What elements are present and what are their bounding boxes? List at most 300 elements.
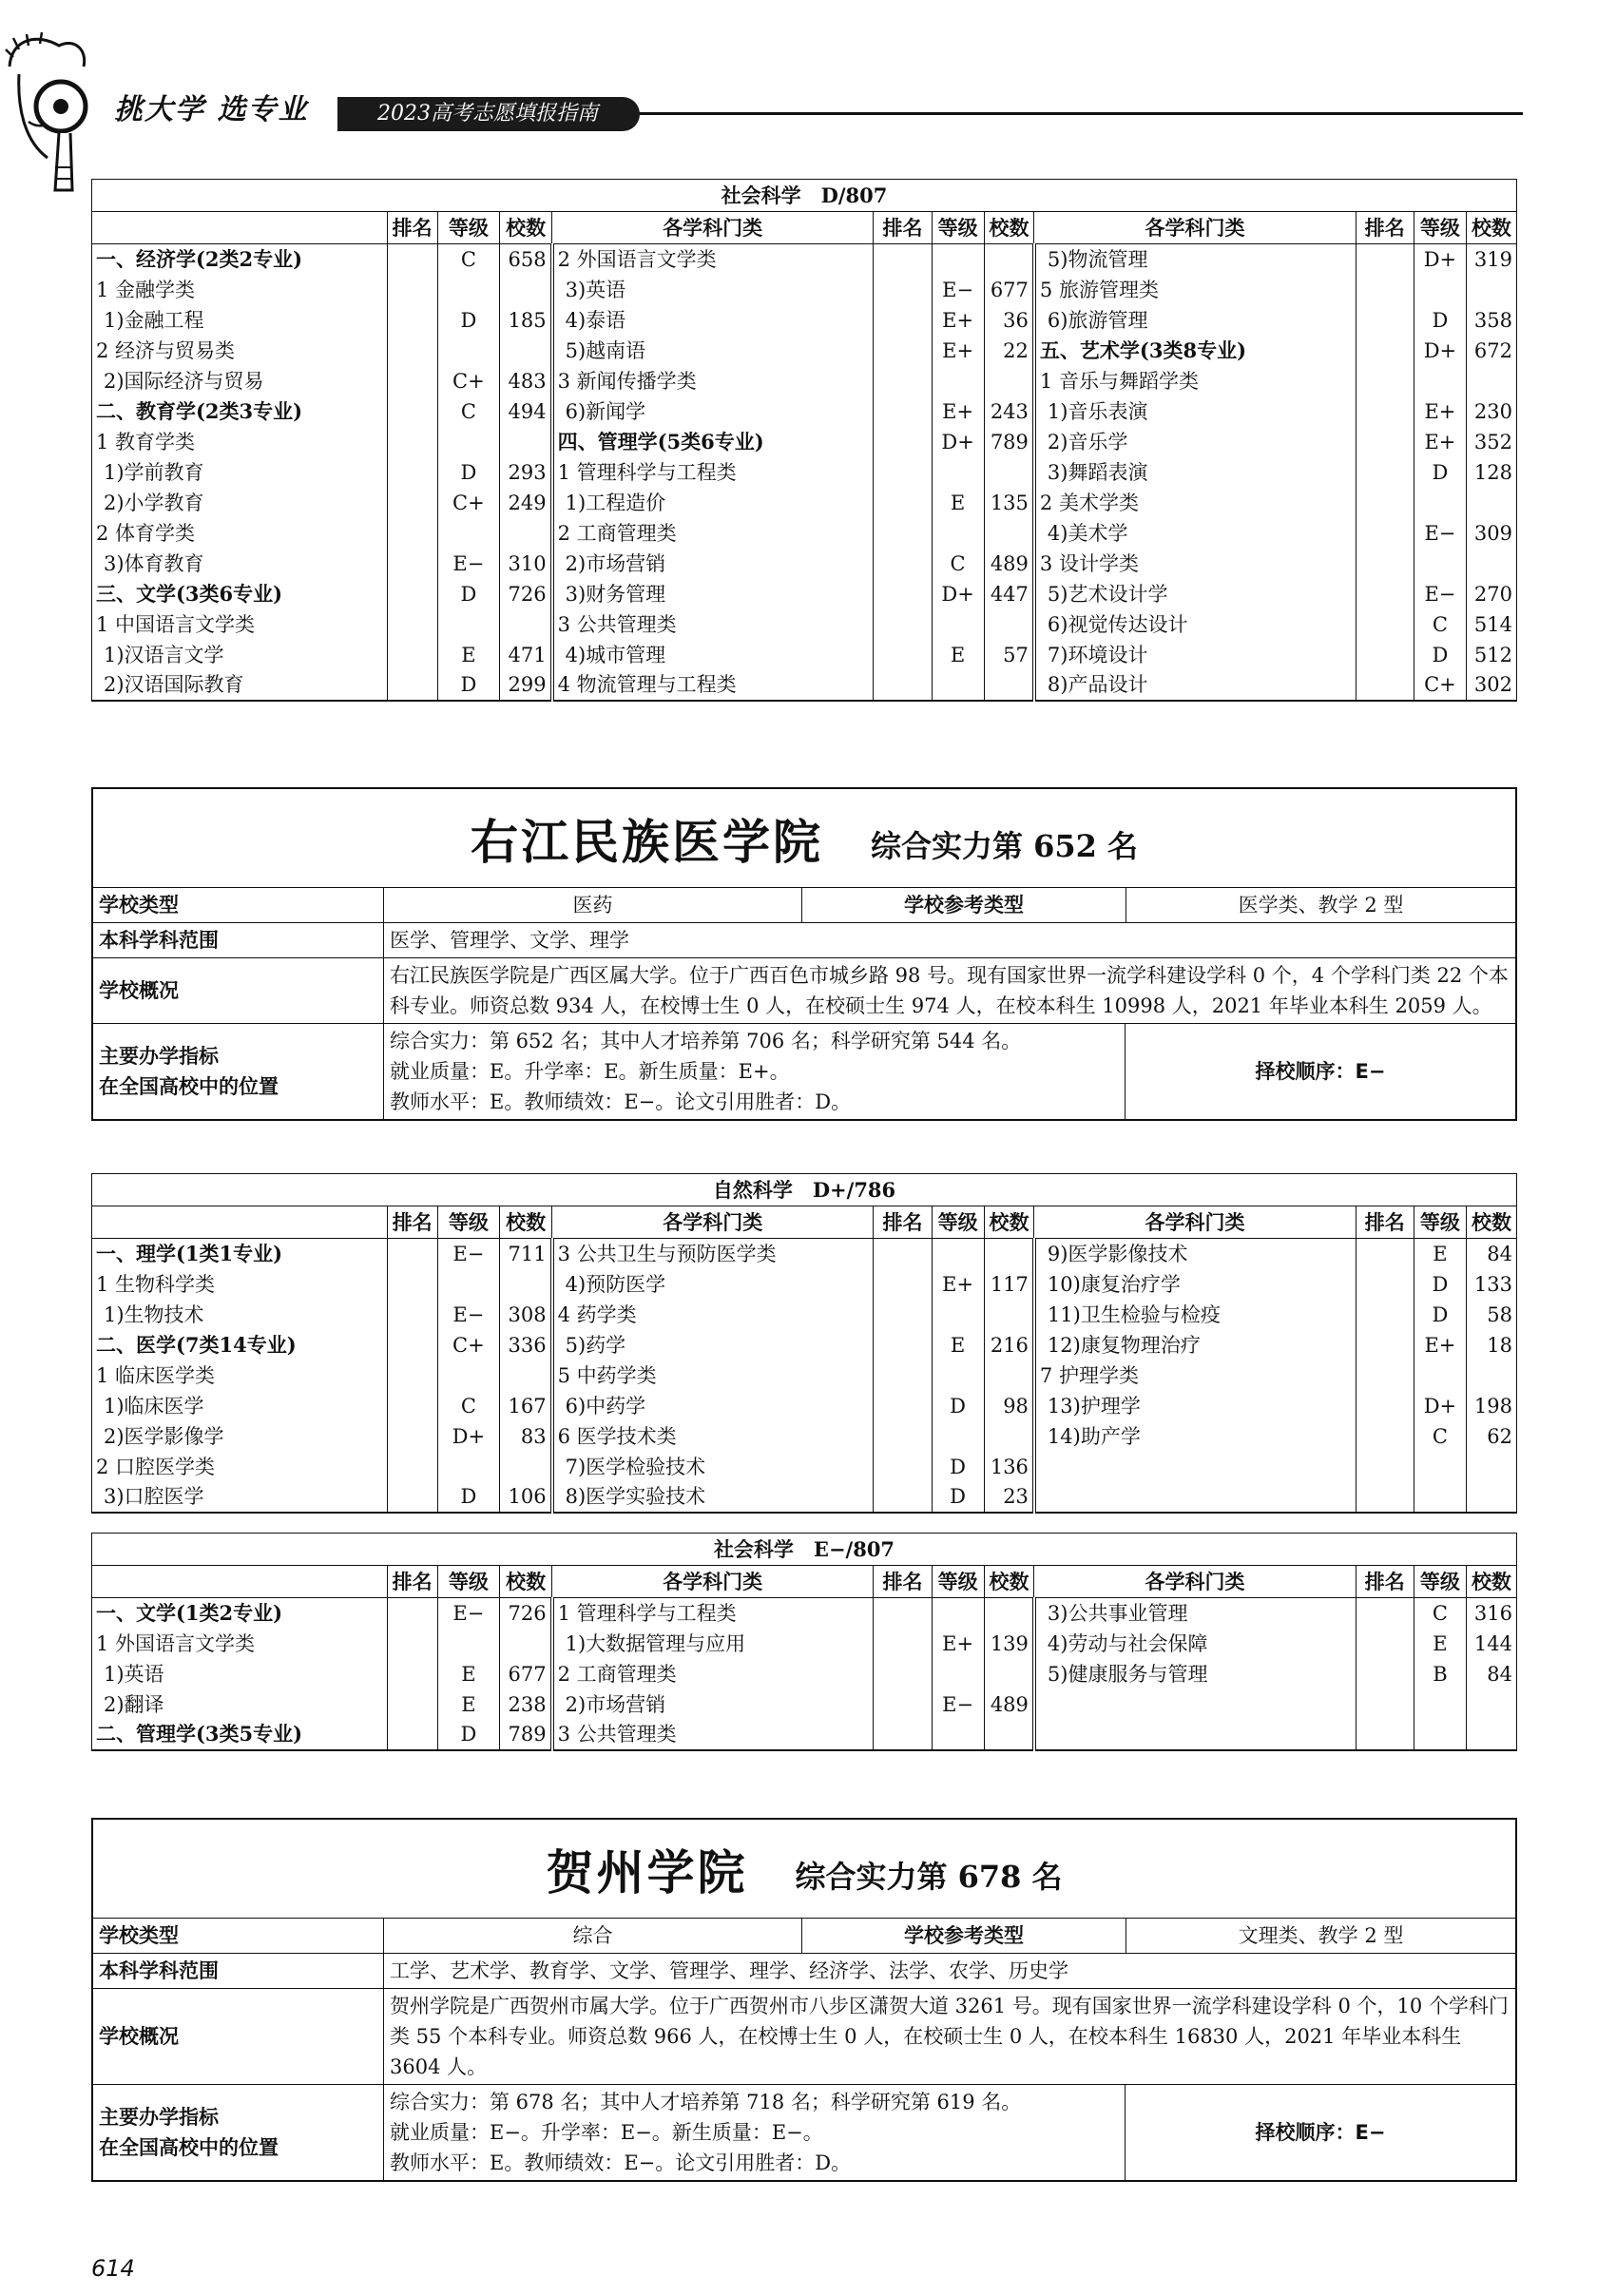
school-card-youjiang xyxy=(91,787,1517,1121)
grade-cell xyxy=(1414,1720,1466,1750)
rank-cell xyxy=(1356,275,1414,305)
subject-name: 6)旅游管理 xyxy=(1034,305,1356,336)
rank-cell xyxy=(1356,1452,1414,1482)
overview-row xyxy=(93,1989,1515,2085)
rank-cell xyxy=(387,396,437,427)
rank-cell xyxy=(874,1360,932,1391)
subject-name xyxy=(1034,1689,1356,1720)
count-cell: 293 xyxy=(500,457,552,488)
grade-cell: D+ xyxy=(1414,1391,1466,1421)
count-cell: 84 xyxy=(1466,1659,1516,1689)
count-cell xyxy=(500,336,552,366)
subject-name: 2)翻译 xyxy=(92,1689,388,1720)
grade-cell xyxy=(932,609,984,640)
table-row xyxy=(92,1482,1517,1513)
count-cell: 84 xyxy=(1466,1239,1516,1269)
table-row xyxy=(92,609,1517,640)
indicator-line-1: 综合实力：第 652 名；其中人才培养第 706 名；科学研究第 544 名。 xyxy=(390,1030,1022,1052)
count-cell: 358 xyxy=(1466,305,1516,336)
subject-name: 4)城市管理 xyxy=(552,640,874,670)
rank-cell xyxy=(874,1330,932,1360)
school-rank: 综合实力第 678 名 xyxy=(795,1858,1063,1895)
subject-name: 4 物流管理与工程类 xyxy=(552,670,874,701)
count-cell: 133 xyxy=(1466,1269,1516,1300)
grade-cell: D xyxy=(437,1720,500,1750)
count-cell: 36 xyxy=(984,305,1034,336)
grade-cell: E− xyxy=(932,275,984,305)
subject-name: 8)产品设计 xyxy=(1034,670,1356,701)
grade-cell xyxy=(932,1720,984,1750)
subject-name: 二、医学(7类14专业) xyxy=(92,1330,388,1360)
rank-cell xyxy=(387,1598,437,1629)
subject-name: 11)卫生检验与检疫 xyxy=(1034,1300,1356,1330)
subject-name: 五、艺术学(3类8专业) xyxy=(1034,336,1356,366)
table-row xyxy=(92,1720,1517,1750)
indicators-values xyxy=(384,1024,1126,1119)
grade-cell: E xyxy=(932,488,984,518)
rank-cell xyxy=(1356,1482,1414,1513)
count-cell: 336 xyxy=(500,1330,552,1360)
grade-cell: E+ xyxy=(932,305,984,336)
ref-type-label: 学校参考类型 xyxy=(802,888,1126,923)
rank-cell xyxy=(1356,1720,1414,1750)
type-value: 医药 xyxy=(384,888,802,923)
table-row xyxy=(92,1421,1517,1452)
grade-cell: D+ xyxy=(1414,244,1466,275)
subject-name: 一、理学(1类1专业) xyxy=(92,1239,388,1269)
count-cell xyxy=(984,244,1034,275)
rank-cell xyxy=(387,670,437,701)
choose-order: 择校顺序：E− xyxy=(1255,2121,1386,2144)
header-cell: 各学科门类 xyxy=(1034,1206,1356,1239)
rank-cell xyxy=(1356,1330,1414,1360)
count-cell: 789 xyxy=(984,427,1034,457)
section-title: 社会科学 E−/807 xyxy=(92,1534,1517,1566)
count-cell: 106 xyxy=(500,1482,552,1513)
grade-cell: D xyxy=(1414,1300,1466,1330)
rank-cell xyxy=(387,609,437,640)
count-cell xyxy=(1466,1482,1516,1513)
count-cell: 514 xyxy=(1466,609,1516,640)
rank-cell xyxy=(387,1300,437,1330)
grade-cell: E+ xyxy=(932,336,984,366)
grade-cell xyxy=(437,518,500,549)
count-cell: 185 xyxy=(500,305,552,336)
indicators-label: 主要办学指标 在全国高校中的位置 xyxy=(93,1024,384,1119)
rank-cell xyxy=(387,1720,437,1750)
subject-name: 7)环境设计 xyxy=(1034,640,1356,670)
grade-cell xyxy=(1414,366,1466,396)
grade-cell: C xyxy=(932,549,984,579)
subject-name xyxy=(1034,1482,1356,1513)
count-cell: 789 xyxy=(500,1720,552,1750)
count-cell xyxy=(500,518,552,549)
grade-cell xyxy=(1414,1360,1466,1391)
rank-cell xyxy=(874,488,932,518)
count-cell: 58 xyxy=(1466,1300,1516,1330)
scope-label: 本科学科范围 xyxy=(93,1954,384,1989)
count-cell xyxy=(1466,366,1516,396)
grade-cell xyxy=(932,518,984,549)
subject-name xyxy=(1034,1720,1356,1750)
count-cell: 319 xyxy=(1466,244,1516,275)
table-row xyxy=(92,549,1517,579)
count-cell: 489 xyxy=(984,1689,1034,1720)
subject-name: 1)生物技术 xyxy=(92,1300,388,1330)
scope-label: 本科学科范围 xyxy=(93,923,384,958)
header-cell: 校数 xyxy=(1466,212,1516,244)
header-cell: 排名 xyxy=(1356,212,1414,244)
rank-cell xyxy=(874,640,932,670)
count-cell: 23 xyxy=(984,1482,1034,1513)
rank-cell xyxy=(387,1689,437,1720)
rank-cell xyxy=(874,1421,932,1452)
rank-cell xyxy=(1356,1269,1414,1300)
top-social-science-table xyxy=(91,179,1517,702)
rank-cell xyxy=(1356,488,1414,518)
count-cell: 136 xyxy=(984,1452,1034,1482)
subject-name: 3)财务管理 xyxy=(552,579,874,609)
rank-cell xyxy=(874,579,932,609)
rank-cell xyxy=(387,1269,437,1300)
subject-name: 1)英语 xyxy=(92,1659,388,1689)
subject-name: 2)小学教育 xyxy=(92,488,388,518)
subject-name: 1)汉语言文学 xyxy=(92,640,388,670)
count-cell: 352 xyxy=(1466,427,1516,457)
header-cell: 等级 xyxy=(437,1566,500,1598)
overview-row xyxy=(93,958,1515,1024)
rank-cell xyxy=(387,1360,437,1391)
choose-order: 择校顺序：E− xyxy=(1255,1060,1386,1083)
subject-name: 1 外国语言文学类 xyxy=(92,1629,388,1659)
header-cell: 排名 xyxy=(387,1566,437,1598)
count-cell: 302 xyxy=(1466,670,1516,701)
subject-name: 1)临床医学 xyxy=(92,1391,388,1421)
grade-cell: D+ xyxy=(1414,336,1466,366)
header-cell: 各学科门类 xyxy=(552,212,874,244)
rank-cell xyxy=(387,1659,437,1689)
count-cell xyxy=(1466,275,1516,305)
table-row xyxy=(92,275,1517,305)
count-cell xyxy=(500,1629,552,1659)
header-cell: 校数 xyxy=(984,1566,1034,1598)
grade-cell: E+ xyxy=(1414,427,1466,457)
subject-name xyxy=(1034,1452,1356,1482)
count-cell: 512 xyxy=(1466,640,1516,670)
page-number: 614 xyxy=(91,2255,135,2282)
rank-cell xyxy=(387,579,437,609)
grade-cell: D xyxy=(932,1482,984,1513)
subject-name: 9)医学影像技术 xyxy=(1034,1239,1356,1269)
rank-cell xyxy=(1356,640,1414,670)
school-type-row xyxy=(93,1919,1515,1954)
rank-cell xyxy=(874,244,932,275)
school-title-bar xyxy=(93,1820,1515,1919)
header-cell: 排名 xyxy=(874,1566,932,1598)
subject-name: 6 医学技术类 xyxy=(552,1421,874,1452)
grade-cell: D xyxy=(1414,1269,1466,1300)
rank-cell xyxy=(1356,1629,1414,1659)
count-cell: 249 xyxy=(500,488,552,518)
grade-cell: E+ xyxy=(1414,1330,1466,1360)
rank-cell xyxy=(874,336,932,366)
subject-name: 4)预防医学 xyxy=(552,1269,874,1300)
rank-cell xyxy=(874,1391,932,1421)
count-cell xyxy=(1466,1360,1516,1391)
grade-cell: E− xyxy=(932,1689,984,1720)
count-cell xyxy=(984,366,1034,396)
count-cell: 299 xyxy=(500,670,552,701)
grade-cell: E xyxy=(437,640,500,670)
grade-cell xyxy=(932,1421,984,1452)
type-label: 学校类型 xyxy=(93,1919,384,1954)
table-row xyxy=(92,1452,1517,1482)
count-cell: 711 xyxy=(500,1239,552,1269)
subject-name: 4)美术学 xyxy=(1034,518,1356,549)
table-row xyxy=(92,488,1517,518)
subject-name: 2)音乐学 xyxy=(1034,427,1356,457)
header-cell: 等级 xyxy=(932,1206,984,1239)
grade-cell: C xyxy=(1414,1421,1466,1452)
subject-name: 3)口腔医学 xyxy=(92,1482,388,1513)
rank-cell xyxy=(1356,305,1414,336)
subject-name: 1 金融学类 xyxy=(92,275,388,305)
header-cell: 等级 xyxy=(932,212,984,244)
subject-name: 12)康复物理治疗 xyxy=(1034,1330,1356,1360)
subject-name: 6)中药学 xyxy=(552,1391,874,1421)
indicator-line-2: 就业质量：E−。升学率：E−。新生质量：E−。 xyxy=(390,2121,823,2144)
subject-name: 一、文学(1类2专业) xyxy=(92,1598,388,1629)
rank-cell xyxy=(874,305,932,336)
table-row xyxy=(92,1629,1517,1659)
grade-cell: E− xyxy=(437,549,500,579)
grade-cell: E xyxy=(1414,1629,1466,1659)
rank-cell xyxy=(874,396,932,427)
school-card-hezhou xyxy=(91,1818,1517,2182)
subject-name: 1)学前教育 xyxy=(92,457,388,488)
rank-cell xyxy=(387,1239,437,1269)
grade-cell: E+ xyxy=(932,396,984,427)
count-cell: 483 xyxy=(500,366,552,396)
rank-cell xyxy=(1356,1598,1414,1629)
grade-cell xyxy=(1414,1689,1466,1720)
rank-cell xyxy=(874,1598,932,1629)
count-cell: 489 xyxy=(984,549,1034,579)
rank-cell xyxy=(1356,1421,1414,1452)
header-cell: 等级 xyxy=(1414,1206,1466,1239)
count-cell: 672 xyxy=(1466,336,1516,366)
subject-name: 2 美术学类 xyxy=(1034,488,1356,518)
count-cell: 198 xyxy=(1466,1391,1516,1421)
count-cell: 726 xyxy=(500,579,552,609)
grade-cell: C+ xyxy=(1414,670,1466,701)
count-cell: 128 xyxy=(1466,457,1516,488)
rank-cell xyxy=(387,275,437,305)
rank-cell xyxy=(387,244,437,275)
indicator-line-1: 综合实力：第 678 名；其中人才培养第 718 名；科学研究第 619 名。 xyxy=(390,2091,1022,2113)
subject-name: 2)国际经济与贸易 xyxy=(92,366,388,396)
header-cell: 排名 xyxy=(387,1206,437,1239)
rank-cell xyxy=(874,549,932,579)
subject-name: 1 管理科学与工程类 xyxy=(552,457,874,488)
indicators-values xyxy=(384,2085,1126,2180)
header-cell-blank xyxy=(92,1566,388,1598)
rank-cell xyxy=(1356,609,1414,640)
header-cell: 排名 xyxy=(874,212,932,244)
grade-cell: D xyxy=(437,1482,500,1513)
count-cell xyxy=(984,518,1034,549)
count-cell xyxy=(984,1360,1034,1391)
grade-cell: E+ xyxy=(932,1629,984,1659)
subject-name: 1)工程造价 xyxy=(552,488,874,518)
subject-name: 6)视觉传达设计 xyxy=(1034,609,1356,640)
rank-cell xyxy=(1356,457,1414,488)
subject-name: 三、文学(3类6专业) xyxy=(92,579,388,609)
subject-name: 2)市场营销 xyxy=(552,1689,874,1720)
count-cell: 62 xyxy=(1466,1421,1516,1452)
grade-cell xyxy=(1414,275,1466,305)
grade-cell xyxy=(437,1269,500,1300)
rank-cell xyxy=(874,609,932,640)
ref-type-value: 文理类、教学 2 型 xyxy=(1126,1919,1515,1954)
rank-cell xyxy=(874,366,932,396)
subject-name: 1 管理科学与工程类 xyxy=(552,1598,874,1629)
header-row xyxy=(92,212,1517,244)
subject-name: 5)艺术设计学 xyxy=(1034,579,1356,609)
grade-cell: D xyxy=(1414,457,1466,488)
header-cell: 等级 xyxy=(437,1206,500,1239)
subject-name: 6)新闻学 xyxy=(552,396,874,427)
table-row xyxy=(92,1689,1517,1720)
subject-name: 14)助产学 xyxy=(1034,1421,1356,1452)
header-slogan: 挑大学 选专业 xyxy=(114,93,309,126)
table-row xyxy=(92,1360,1517,1391)
indicator-line-3: 教师水平：E。教师绩效：E−。论文引用胜者：D。 xyxy=(390,1090,852,1113)
subject-name: 1)音乐表演 xyxy=(1034,396,1356,427)
count-cell xyxy=(1466,1720,1516,1750)
grade-cell: D xyxy=(437,305,500,336)
rank-cell xyxy=(1356,1391,1414,1421)
rank-cell xyxy=(1356,244,1414,275)
grade-cell xyxy=(1414,549,1466,579)
rank-cell xyxy=(387,1330,437,1360)
header-cell: 各学科门类 xyxy=(1034,1566,1356,1598)
header-cell: 等级 xyxy=(932,1566,984,1598)
table-row xyxy=(92,396,1517,427)
grade-cell xyxy=(437,1452,500,1482)
rank-cell xyxy=(387,336,437,366)
grade-cell: D+ xyxy=(932,579,984,609)
grade-cell: C+ xyxy=(437,488,500,518)
school-name: 右江民族医学院 xyxy=(470,813,823,870)
count-cell: 98 xyxy=(984,1391,1034,1421)
grade-cell: E xyxy=(437,1689,500,1720)
subject-name: 5)药学 xyxy=(552,1330,874,1360)
school1-natural-science-table xyxy=(91,1173,1517,1514)
rank-cell xyxy=(874,1689,932,1720)
indicators-row xyxy=(93,2085,1515,2180)
subject-name: 3 公共卫生与预防医学类 xyxy=(552,1239,874,1269)
rank-cell xyxy=(1356,1689,1414,1720)
count-cell: 310 xyxy=(500,549,552,579)
grade-cell: E− xyxy=(437,1239,500,1269)
count-cell: 230 xyxy=(1466,396,1516,427)
grade-cell: C xyxy=(437,244,500,275)
subject-name: 1 临床医学类 xyxy=(92,1360,388,1391)
scope-value: 工学、艺术学、教育学、文学、管理学、理学、经济学、法学、农学、历史学 xyxy=(384,1954,1515,1989)
rank-cell xyxy=(874,518,932,549)
count-cell xyxy=(1466,1452,1516,1482)
count-cell xyxy=(500,1360,552,1391)
subject-name: 3 设计学类 xyxy=(1034,549,1356,579)
grade-cell: D xyxy=(1414,305,1466,336)
header-cell: 排名 xyxy=(874,1206,932,1239)
rank-cell xyxy=(387,1421,437,1452)
subject-name: 5)物流管理 xyxy=(1034,244,1356,275)
rank-cell xyxy=(1356,1360,1414,1391)
subject-name: 2 外国语言文学类 xyxy=(552,244,874,275)
grade-cell xyxy=(1414,1452,1466,1482)
rank-cell xyxy=(874,1452,932,1482)
subject-name: 5 旅游管理类 xyxy=(1034,275,1356,305)
grade-cell: D xyxy=(932,1452,984,1482)
count-cell: 83 xyxy=(500,1421,552,1452)
grade-cell: E+ xyxy=(932,1269,984,1300)
scope-row xyxy=(93,923,1515,958)
header-row xyxy=(92,1566,1517,1598)
count-cell xyxy=(984,609,1034,640)
count-cell: 309 xyxy=(1466,518,1516,549)
count-cell xyxy=(984,1300,1034,1330)
grade-cell: D xyxy=(1414,640,1466,670)
subject-name: 2)市场营销 xyxy=(552,549,874,579)
subject-name: 2 工商管理类 xyxy=(552,518,874,549)
header-cell: 各学科门类 xyxy=(552,1206,874,1239)
indicator-line-2: 就业质量：E。升学率：E。新生质量：E+。 xyxy=(390,1060,790,1083)
rank-cell xyxy=(1356,670,1414,701)
grade-cell: E xyxy=(437,1659,500,1689)
table-row xyxy=(92,1300,1517,1330)
header-cell: 等级 xyxy=(1414,1566,1466,1598)
count-cell: 18 xyxy=(1466,1330,1516,1360)
header-cell: 校数 xyxy=(984,1206,1034,1239)
subject-name: 3)英语 xyxy=(552,275,874,305)
header-row xyxy=(92,1206,1517,1239)
count-cell: 22 xyxy=(984,336,1034,366)
rank-cell xyxy=(387,427,437,457)
grade-cell xyxy=(932,1360,984,1391)
subject-name: 4)泰语 xyxy=(552,305,874,336)
rank-cell xyxy=(1356,396,1414,427)
rank-cell xyxy=(387,366,437,396)
subject-name: 2 经济与贸易类 xyxy=(92,336,388,366)
indicators-label: 主要办学指标 在全国高校中的位置 xyxy=(93,2085,384,2180)
rank-cell xyxy=(1356,336,1414,366)
rank-cell xyxy=(1356,579,1414,609)
count-cell xyxy=(984,1598,1034,1629)
grade-cell: E xyxy=(932,1330,984,1360)
subject-name: 2 口腔医学类 xyxy=(92,1452,388,1482)
table-row xyxy=(92,579,1517,609)
subject-name: 2)汉语国际教育 xyxy=(92,670,388,701)
count-cell: 216 xyxy=(984,1330,1034,1360)
subject-name: 2 工商管理类 xyxy=(552,1659,874,1689)
rank-cell xyxy=(387,488,437,518)
count-cell xyxy=(984,1239,1034,1269)
subject-name: 7 护理学类 xyxy=(1034,1360,1356,1391)
subject-name: 2)医学影像学 xyxy=(92,1421,388,1452)
page-header xyxy=(0,0,1597,190)
